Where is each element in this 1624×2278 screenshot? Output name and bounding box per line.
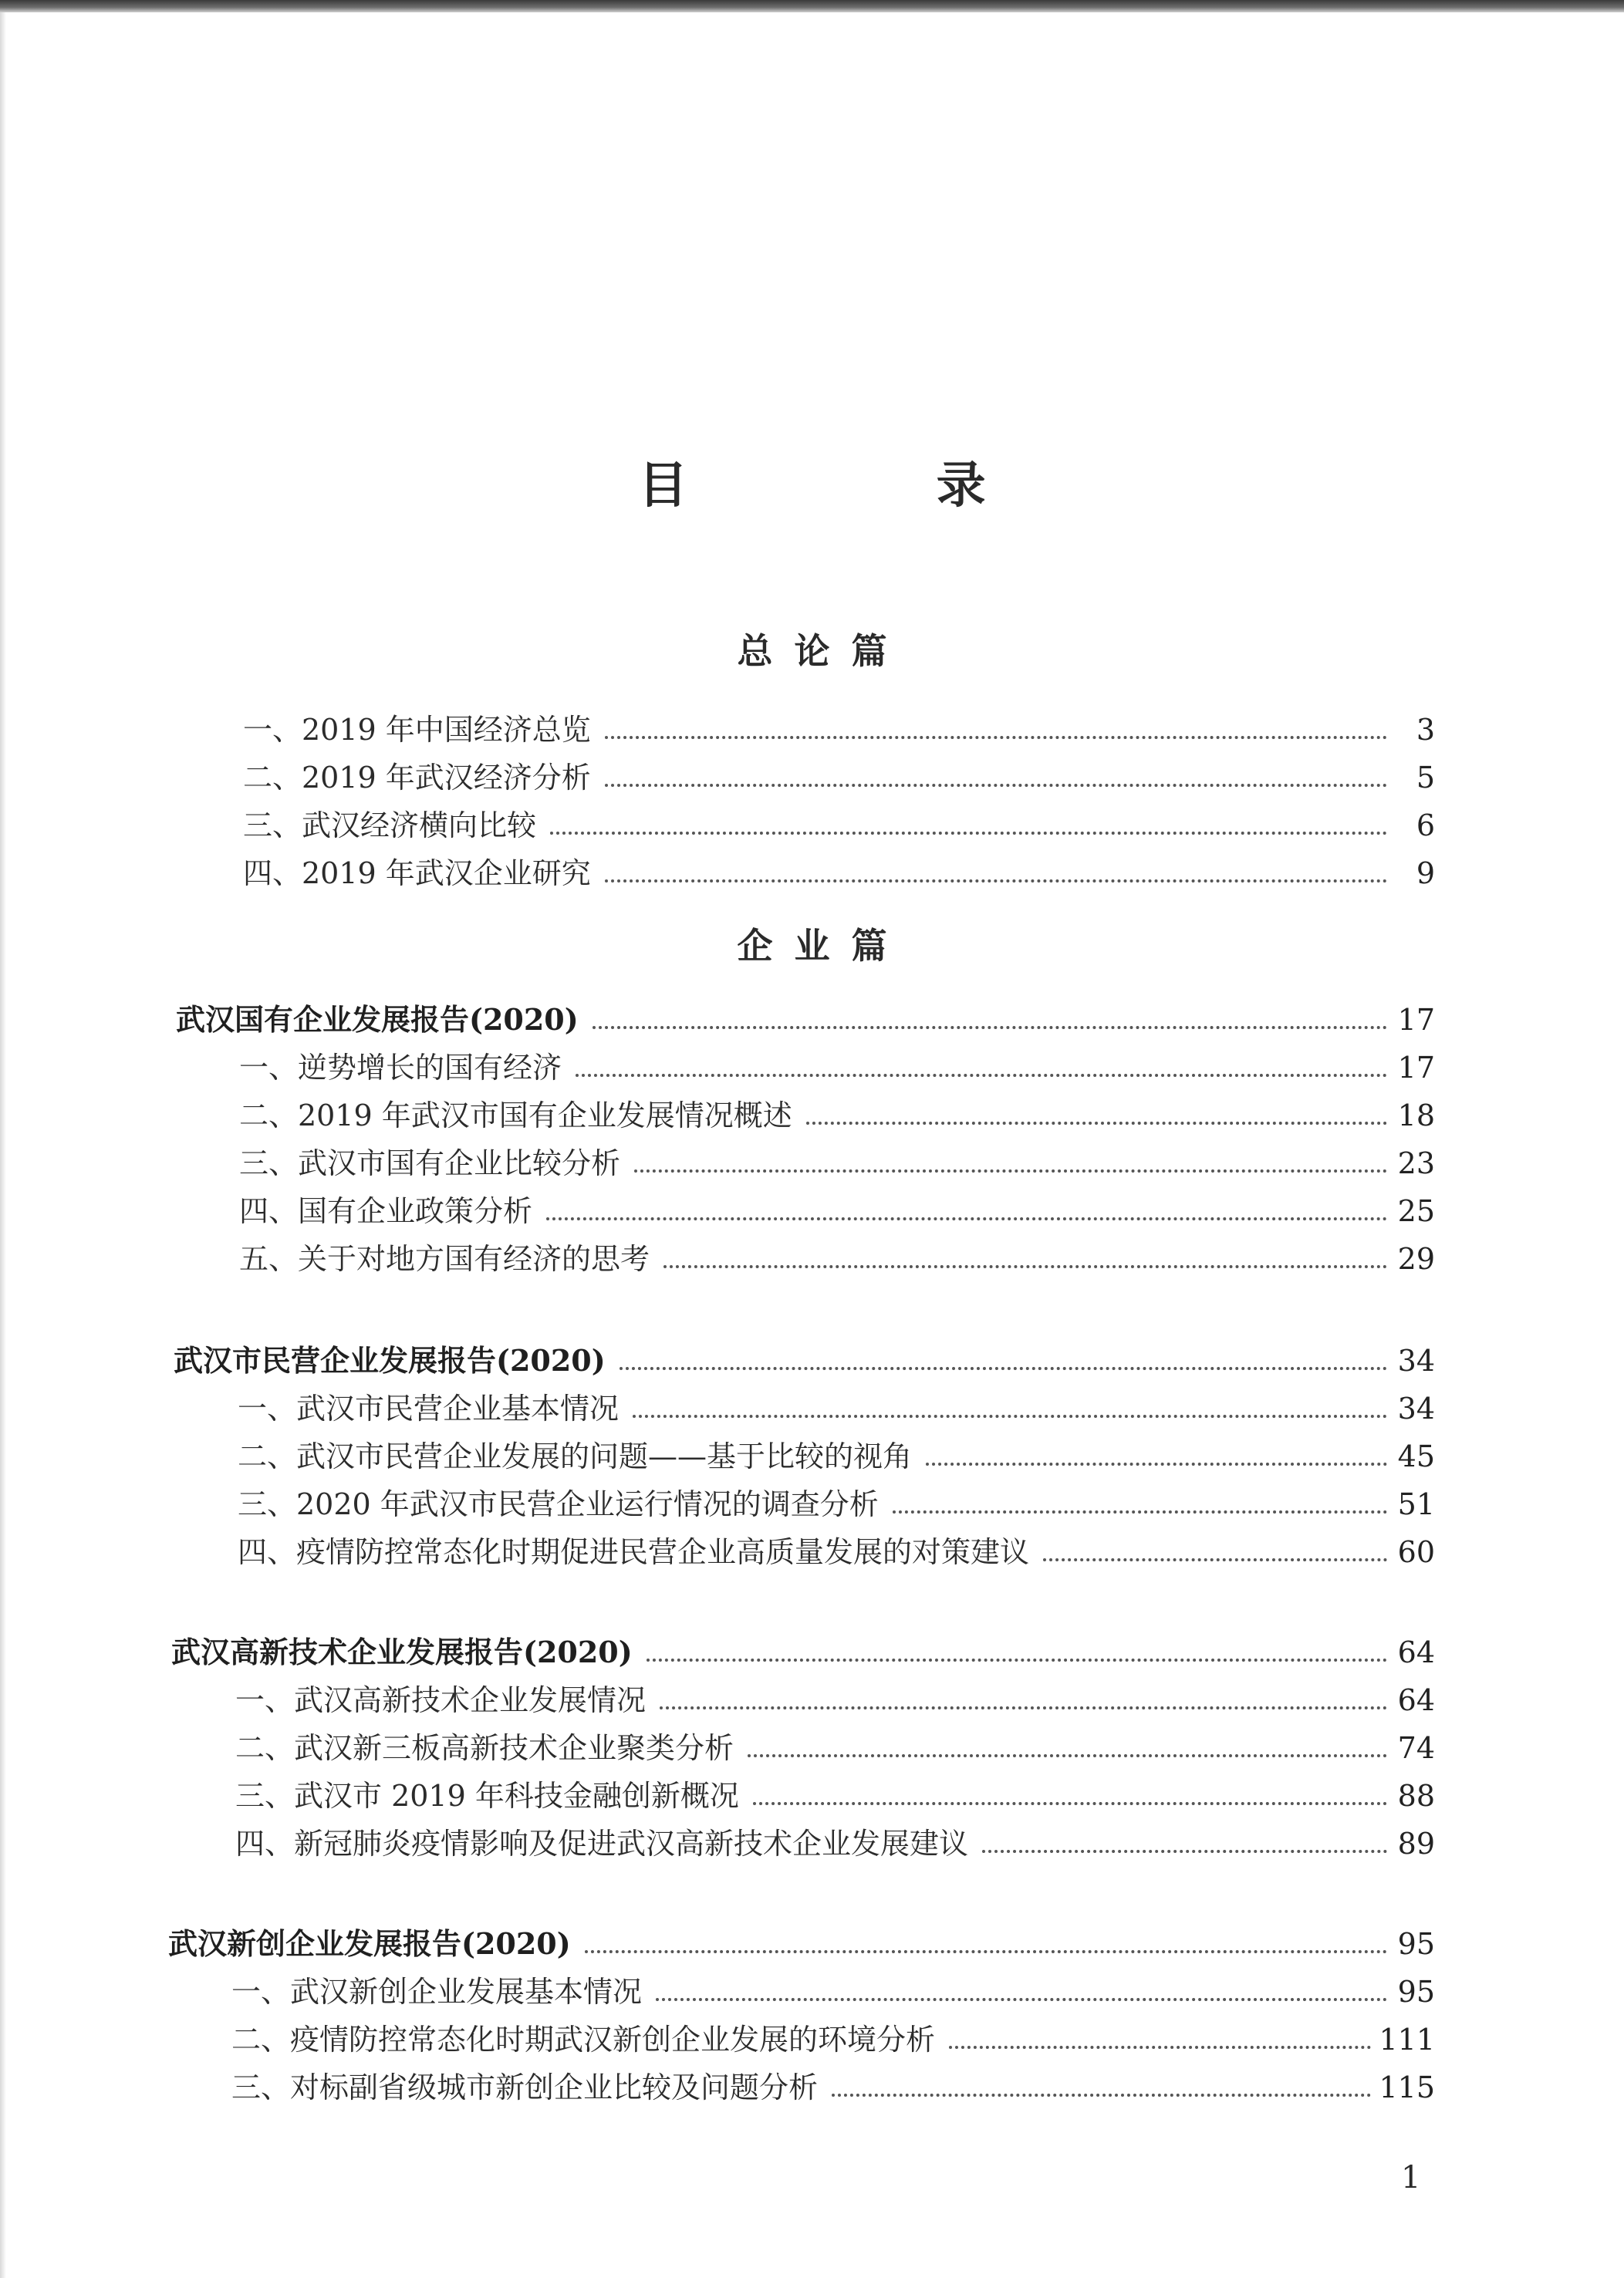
entry-label: 三、武汉市国有企业比较分析: [239, 1146, 621, 1180]
dot-leader: [982, 1850, 1387, 1853]
dot-leader: [634, 1169, 1387, 1173]
part-heading-general: 总论篇: [737, 630, 909, 672]
entry-page: 64: [1397, 1635, 1435, 1669]
entry-label: 一、逆势增长的国有经济: [239, 1051, 562, 1085]
toc-entry[interactable]: [238, 1390, 1435, 1427]
toc-entry[interactable]: [239, 1145, 1435, 1182]
dot-leader: [633, 1415, 1387, 1418]
entry-page: 45: [1397, 1439, 1435, 1473]
entry-page: 17: [1397, 1003, 1435, 1037]
dot-leader: [550, 832, 1387, 835]
scan-edge-left: [0, 12, 6, 2278]
dot-leader: [949, 2046, 1371, 2049]
toc-entry[interactable]: [239, 1097, 1435, 1134]
entry-page: 6: [1416, 808, 1435, 842]
entry-label: 四、疫情防控常态化时期促进民营企业高质量发展的对策建议: [238, 1535, 1030, 1569]
entry-page: 5: [1416, 761, 1435, 795]
entry-page: 95: [1397, 1927, 1435, 1961]
entry-label: 二、2019 年武汉经济分析: [243, 761, 591, 795]
toc-report-entry[interactable]: [168, 1925, 1435, 1962]
dot-leader: [546, 1217, 1387, 1220]
entry-label: 二、2019 年武汉市国有企业发展情况概述: [239, 1099, 792, 1132]
entry-label: 一、武汉新创企业发展基本情况: [231, 1975, 643, 2009]
toc-entry[interactable]: [235, 1825, 1435, 1862]
dot-leader: [926, 1463, 1387, 1466]
dot-leader: [620, 1367, 1387, 1370]
toc-entry[interactable]: [235, 1682, 1435, 1719]
entry-label: 一、2019 年中国经济总览: [243, 713, 591, 747]
entry-label: 三、对标副省级城市新创企业比较及问题分析: [231, 2070, 819, 2104]
entry-page: 95: [1397, 1975, 1435, 2009]
dot-leader: [605, 879, 1387, 883]
page-number: 1: [1401, 2160, 1421, 2195]
toc-entry[interactable]: [243, 711, 1435, 748]
dot-leader: [660, 1706, 1387, 1709]
dot-leader: [593, 1026, 1387, 1029]
part-heading-enterprise: 企业篇: [737, 925, 909, 967]
toc-entry[interactable]: [235, 1730, 1435, 1767]
entry-label: 二、武汉新三板高新技术企业聚类分析: [235, 1731, 734, 1765]
dot-leader: [647, 1659, 1387, 1662]
entry-page: 34: [1397, 1344, 1435, 1378]
entry-label: 五、关于对地方国有经济的思考: [239, 1242, 650, 1276]
dot-leader: [605, 736, 1387, 739]
dot-leader: [605, 784, 1387, 787]
toc-entry[interactable]: [238, 1534, 1435, 1571]
entry-label: 一、武汉高新技术企业发展情况: [235, 1683, 647, 1717]
entry-page: 64: [1397, 1683, 1435, 1717]
entry-page: 18: [1397, 1099, 1435, 1132]
toc-entry[interactable]: [243, 759, 1435, 796]
toc-entry[interactable]: [231, 2021, 1435, 2058]
toc-report-entry[interactable]: [176, 1001, 1435, 1038]
scan-edge-top: [0, 0, 1624, 12]
toc-entry[interactable]: [231, 1973, 1435, 2010]
toc-entry[interactable]: [239, 1049, 1435, 1086]
dot-leader: [576, 1074, 1387, 1077]
entry-label: 四、2019 年武汉企业研究: [243, 856, 591, 890]
toc-entry[interactable]: [239, 1240, 1435, 1277]
report-title: 武汉市民营企业发展报告(2020): [174, 1343, 606, 1378]
dot-leader: [893, 1510, 1387, 1514]
toc-report-entry[interactable]: [171, 1634, 1435, 1671]
toc-entry[interactable]: [239, 1193, 1435, 1230]
entry-page: 111: [1379, 2023, 1435, 2057]
entry-page: 23: [1397, 1146, 1435, 1180]
entry-label: 三、2020 年武汉市民营企业运行情况的调查分析: [238, 1487, 879, 1521]
entry-page: 51: [1397, 1487, 1435, 1521]
toc-entry[interactable]: [235, 1777, 1435, 1814]
dot-leader: [748, 1754, 1387, 1757]
entry-page: 88: [1397, 1779, 1435, 1813]
dot-leader: [832, 2094, 1371, 2097]
entry-page: 9: [1416, 856, 1435, 890]
entry-page: 25: [1397, 1194, 1435, 1228]
entry-page: 29: [1397, 1242, 1435, 1276]
toc-entry[interactable]: [243, 807, 1435, 844]
entry-label: 三、武汉市 2019 年科技金融创新概况: [235, 1779, 739, 1813]
entry-page: 60: [1397, 1535, 1435, 1569]
entry-label: 一、武汉市民营企业基本情况: [238, 1392, 620, 1426]
entry-page: 3: [1416, 713, 1435, 747]
entry-label: 四、国有企业政策分析: [239, 1194, 533, 1228]
toc-entry[interactable]: [238, 1486, 1435, 1523]
toc-title: 目 录: [638, 457, 1102, 515]
entry-label: 二、武汉市民营企业发展的问题——基于比较的视角: [238, 1439, 913, 1473]
dot-leader: [1043, 1558, 1387, 1561]
entry-page: 115: [1379, 2070, 1435, 2104]
dot-leader: [585, 1950, 1387, 1953]
report-title: 武汉高新技术企业发展报告(2020): [171, 1635, 633, 1669]
report-title: 武汉新创企业发展报告(2020): [168, 1926, 571, 1961]
toc-entry[interactable]: [231, 2069, 1435, 2106]
report-title: 武汉国有企业发展报告(2020): [176, 1002, 579, 1037]
dot-leader: [663, 1265, 1387, 1268]
entry-label: 三、武汉经济横向比较: [243, 808, 537, 842]
entry-page: 89: [1397, 1827, 1435, 1861]
entry-page: 74: [1397, 1731, 1435, 1765]
entry-label: 二、疫情防控常态化时期武汉新创企业发展的环境分析: [231, 2023, 936, 2057]
entry-label: 四、新冠肺炎疫情影响及促进武汉高新技术企业发展建议: [235, 1827, 969, 1861]
entry-page: 34: [1397, 1392, 1435, 1426]
toc-report-entry[interactable]: [174, 1342, 1435, 1379]
entry-page: 17: [1397, 1051, 1435, 1085]
dot-leader: [753, 1802, 1387, 1805]
dot-leader: [656, 1998, 1387, 2001]
toc-entry[interactable]: [238, 1438, 1435, 1475]
toc-entry[interactable]: [243, 855, 1435, 892]
dot-leader: [806, 1122, 1387, 1125]
